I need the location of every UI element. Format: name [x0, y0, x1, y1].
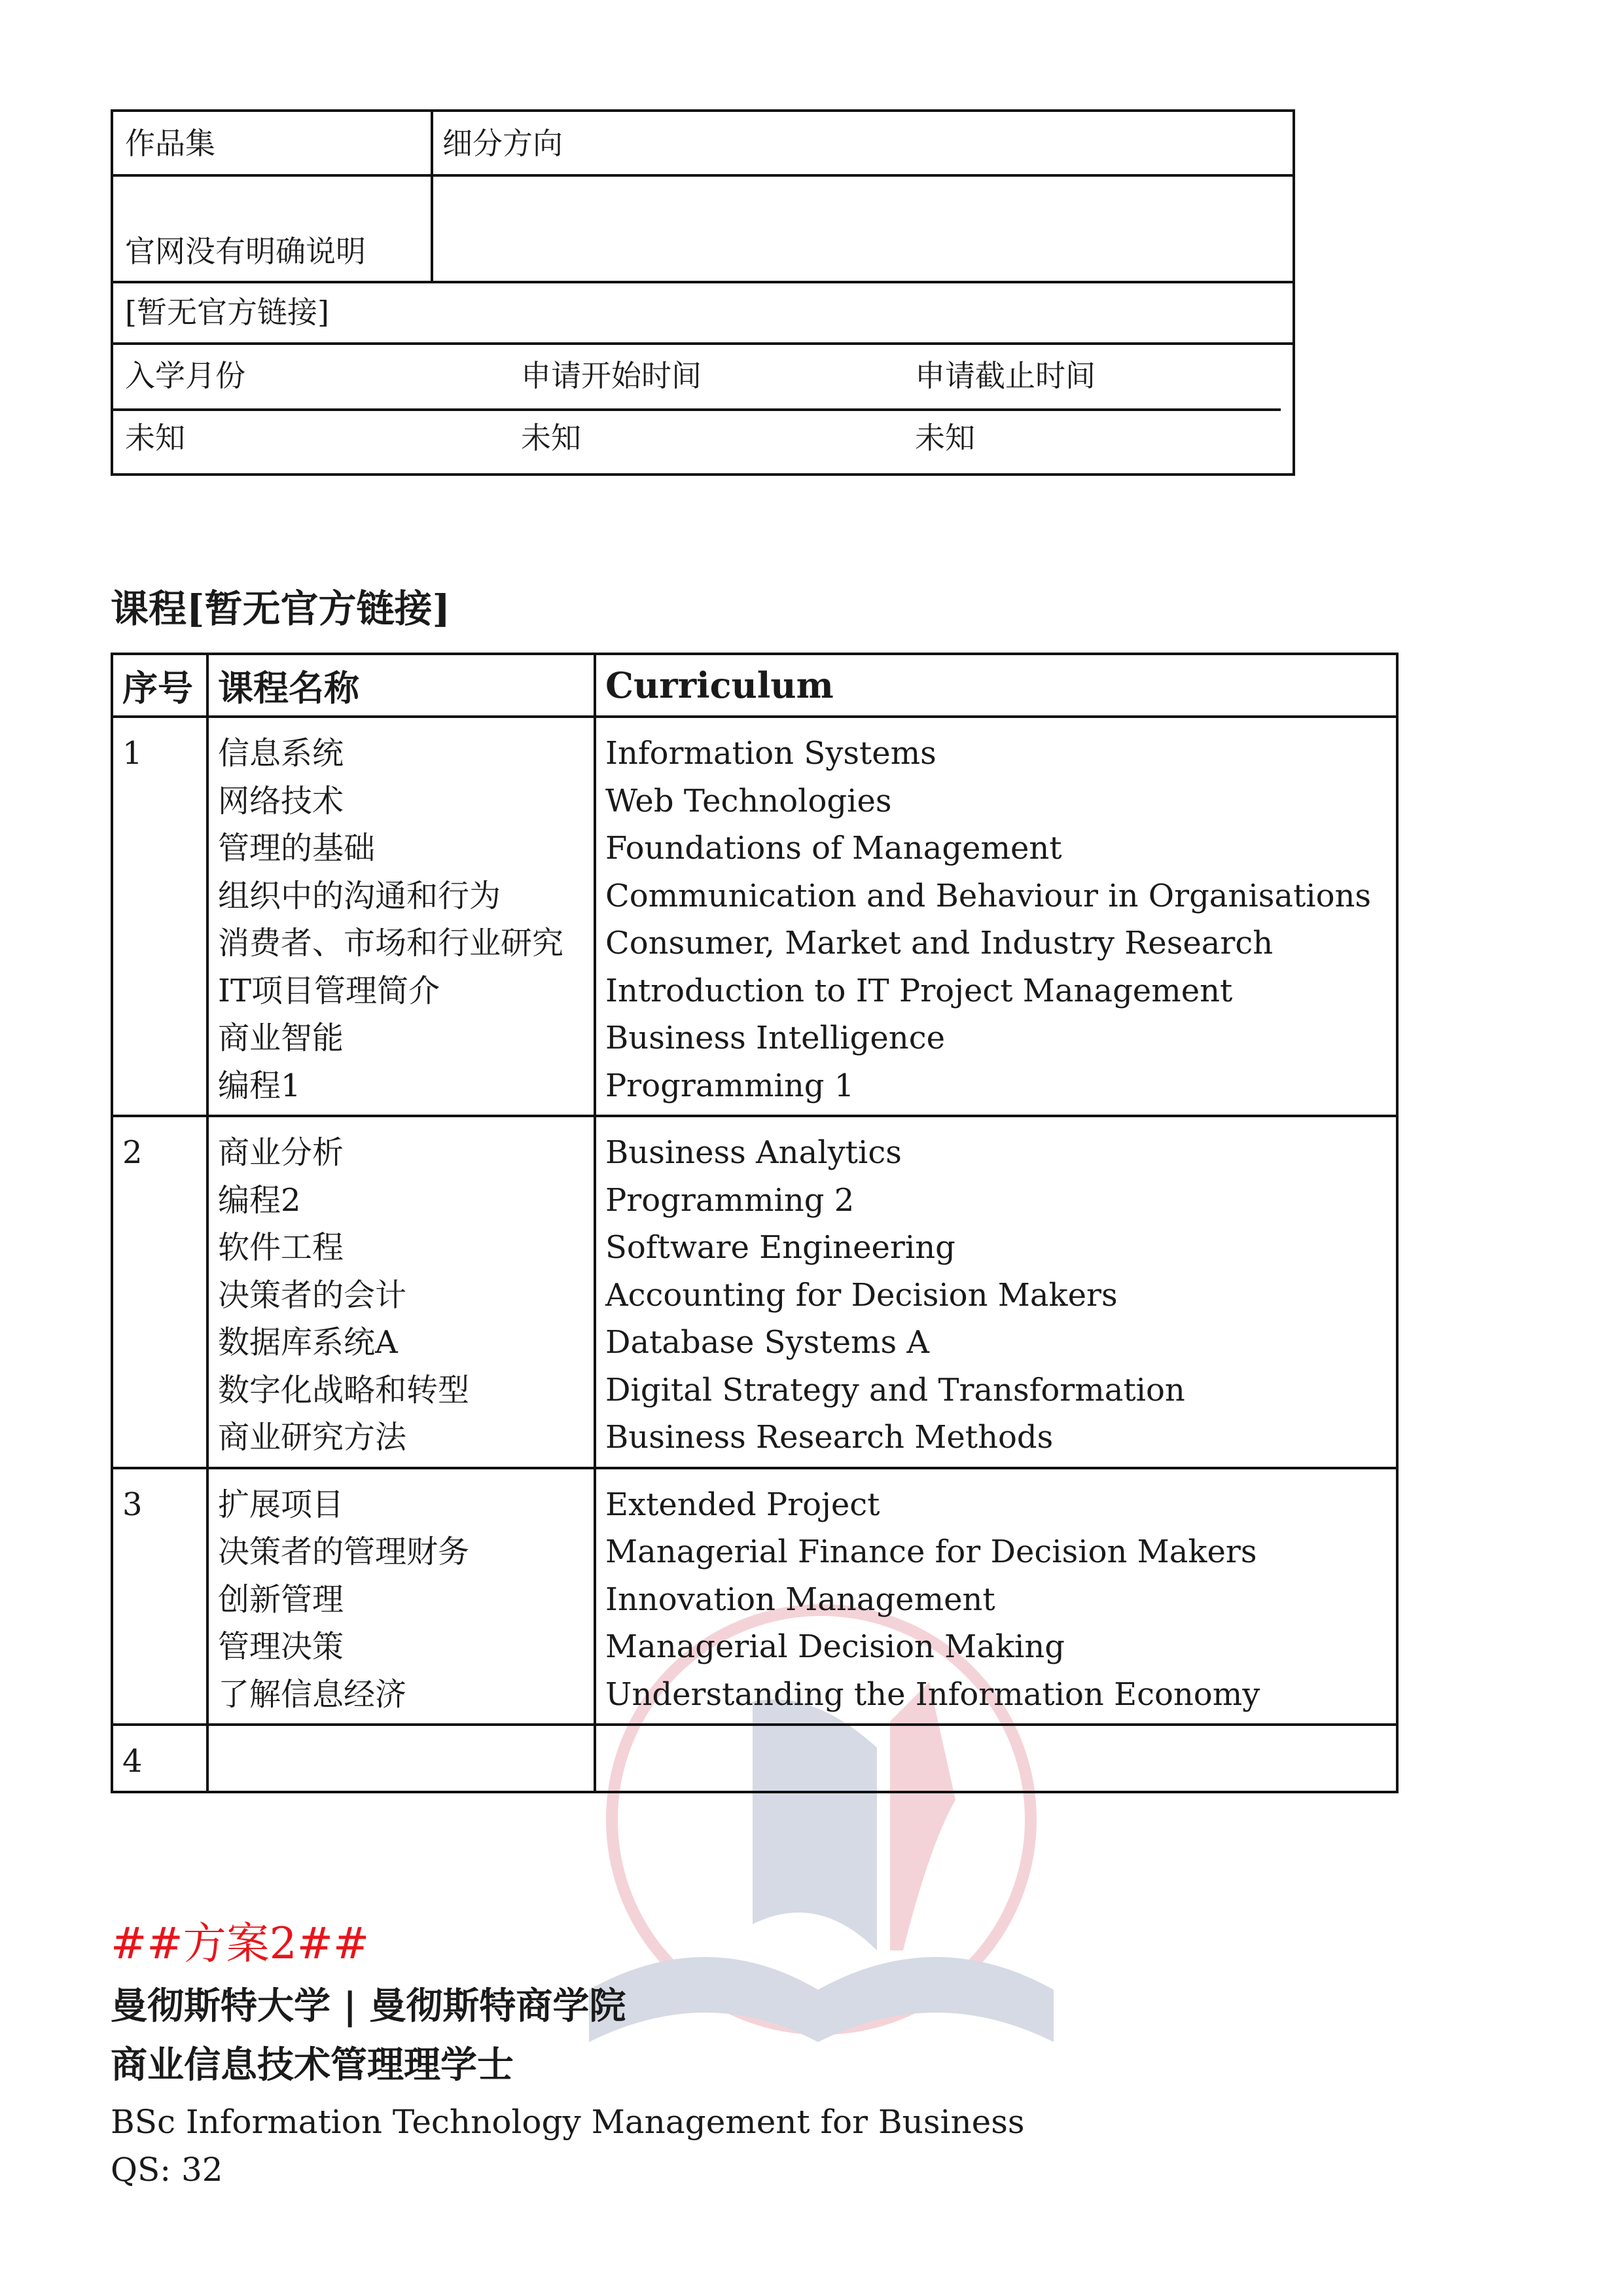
course-names-cn	[207, 717, 595, 1116]
course-name-cn: 商业研究方法	[218, 1419, 407, 1456]
course-name-en: Business Analytics	[605, 1134, 902, 1171]
course-name-en: Information Systems	[605, 735, 936, 772]
course-name-en: Business Intelligence	[605, 1020, 945, 1056]
course-name-cn: 编程1	[218, 1067, 301, 1104]
year-number: 1	[112, 717, 207, 1116]
courses-section-title: 课程[暂无官方链接]	[111, 586, 450, 631]
portfolio-label: 作品集	[125, 126, 215, 161]
table-row	[112, 1725, 1397, 1792]
course-name-cn: 管理决策	[218, 1628, 344, 1665]
course-name-cn: 数字化战略和转型	[218, 1371, 470, 1408]
course-name-cn: 数据库系统A	[218, 1324, 398, 1361]
curriculum-body	[112, 717, 1397, 1792]
course-name-cn: 信息系统	[218, 735, 344, 772]
university-name: 曼彻斯特大学 | 曼彻斯特商学院	[111, 1984, 626, 2028]
course-names-cn	[207, 1468, 595, 1725]
course-name-en: Software Engineering	[605, 1229, 955, 1266]
course-name-en: Programming 2	[605, 1181, 855, 1219]
course-name-cn: 软件工程	[218, 1229, 344, 1266]
application-deadline-value: 未知	[915, 420, 975, 456]
curriculum-table	[111, 653, 1399, 1793]
row-divider	[113, 281, 1293, 283]
header-curriculum: Curriculum	[595, 654, 1397, 717]
program-info-box	[111, 109, 1295, 476]
course-names-cn	[207, 1725, 595, 1792]
header-no: 序号	[112, 654, 207, 717]
table-row	[112, 1116, 1397, 1468]
course-name-en: Database Systems A	[605, 1324, 930, 1361]
qs-ranking: QS: 32	[111, 2151, 223, 2189]
course-names-en	[595, 717, 1397, 1116]
year-number: 3	[112, 1468, 207, 1725]
course-name-cn: 商业智能	[218, 1020, 344, 1056]
dates-header-divider	[113, 408, 1281, 411]
course-names-cn	[207, 1116, 595, 1468]
header-course-name: 课程名称	[207, 654, 595, 717]
course-names-en	[595, 1468, 1397, 1725]
application-deadline-header: 申请截止时间	[915, 358, 1096, 393]
scheme-heading: ##方案2##	[111, 1918, 370, 1969]
intake-month-value: 未知	[125, 420, 185, 456]
table-header-row	[112, 654, 1397, 717]
course-name-en: Foundations of Management	[605, 830, 1062, 867]
course-name-en: Consumer, Market and Industry Research	[605, 925, 1274, 961]
course-name-cn: 消费者、市场和行业研究	[218, 925, 564, 961]
intake-month-header: 入学月份	[125, 358, 245, 393]
course-name-cn: 管理的基础	[218, 830, 376, 867]
course-name-en: Innovation Management	[605, 1581, 995, 1618]
course-names-en	[595, 1116, 1397, 1468]
official-link-note: [暂无官方链接]	[125, 295, 329, 330]
degree-name-cn: 商业信息技术管理理学士	[111, 2043, 514, 2087]
course-name-en: Accounting for Decision Makers	[605, 1276, 1118, 1314]
course-name-en: Managerial Decision Making	[605, 1628, 1065, 1665]
application-start-value: 未知	[521, 420, 581, 456]
row-divider	[113, 174, 1293, 177]
course-name-cn: 创新管理	[218, 1581, 344, 1618]
course-name-en: Programming 1	[605, 1067, 855, 1104]
course-name-cn: 组织中的沟通和行为	[218, 877, 501, 914]
course-name-en: Web Technologies	[605, 782, 892, 819]
row-divider	[113, 342, 1293, 345]
portfolio-value: 官网没有明确说明	[125, 234, 366, 269]
course-names-en	[595, 1725, 1397, 1792]
course-name-en: Digital Strategy and Transformation	[605, 1371, 1185, 1408]
course-name-en: Extended Project	[605, 1486, 880, 1523]
table-row	[112, 1468, 1397, 1725]
course-name-en: Introduction to IT Project Management	[605, 972, 1233, 1009]
year-number: 2	[112, 1116, 207, 1468]
course-name-cn: 编程2	[218, 1181, 301, 1219]
course-name-en: Business Research Methods	[605, 1419, 1054, 1456]
course-name-cn: 商业分析	[218, 1134, 344, 1171]
course-name-en: Managerial Finance for Decision Makers	[605, 1534, 1257, 1570]
column-divider	[431, 112, 433, 283]
course-name-cn: IT项目管理简介	[218, 972, 440, 1009]
application-start-header: 申请开始时间	[521, 358, 702, 393]
degree-name-en: BSc Information Technology Management for Business	[111, 2103, 1025, 2141]
direction-label: 细分方向	[442, 126, 563, 161]
course-name-cn: 扩展项目	[218, 1486, 344, 1523]
course-name-en: Communication and Behaviour in Organisations	[605, 877, 1372, 914]
table-row	[112, 717, 1397, 1116]
course-name-cn: 决策者的会计	[218, 1276, 407, 1314]
course-name-en: Understanding the Information Economy	[605, 1676, 1260, 1713]
year-number: 4	[112, 1725, 207, 1792]
course-name-cn: 了解信息经济	[218, 1676, 407, 1713]
course-name-cn: 决策者的管理财务	[218, 1534, 470, 1570]
course-name-cn: 网络技术	[218, 782, 344, 819]
